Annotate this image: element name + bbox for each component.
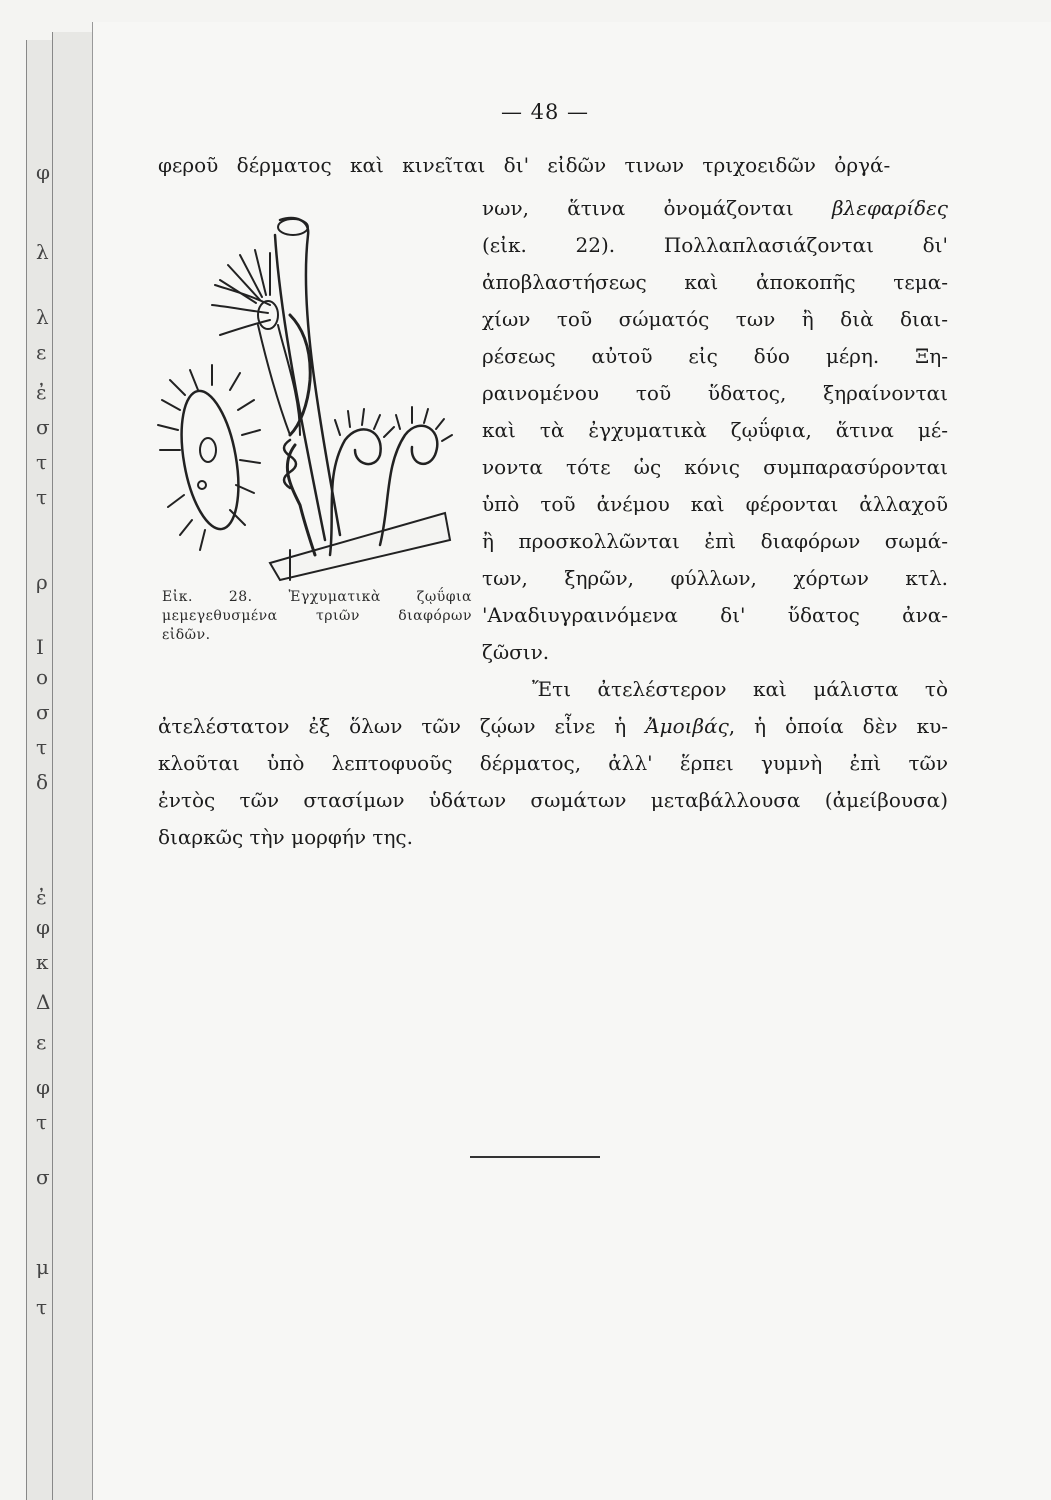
text-fragment: , ἡ ὁποία δὲν κυ- <box>728 714 949 738</box>
margin-char: λ <box>36 240 49 264</box>
margin-char: Δ <box>36 990 51 1014</box>
figure-caption <box>162 588 472 645</box>
margin-char: λ <box>36 305 49 329</box>
text-line-full-4: διαρκῶς τὴν μορφήν της. <box>158 825 413 849</box>
text-fragment: ἀτελέστατον ἐξ ὅλων τῶν ζῴων εἶνε ἡ <box>158 714 627 738</box>
margin-char: ε <box>36 340 47 364</box>
margin-char: Ι <box>36 635 44 659</box>
protozoa-illustration <box>150 195 470 590</box>
margin-char: σ <box>36 700 50 724</box>
amoeba-term: Ἀμοιβάς <box>645 714 729 738</box>
text-line-col-8: νοντα τότε ὡς κόνις συμπαρασύρονται <box>482 455 948 479</box>
text-line-full-2: κλοῦται ὑπὸ λεπτοφυοῦς δέρματος, ἀλλ' ἕρπει γυμνὴ ἐπὶ τῶν <box>158 751 948 775</box>
caption-line-3: εἰδῶν. <box>162 627 211 643</box>
margin-char: μ <box>36 1255 49 1279</box>
margin-char: φ <box>36 1075 51 1099</box>
margin-char: φ <box>36 160 51 184</box>
caption-line-2: μεμεγεθυσμένα τριῶν διαφόρων <box>162 608 472 624</box>
margin-char: τ <box>36 450 48 474</box>
text-line-col-4: χίων τοῦ σώματός των ἢ διὰ διαι- <box>482 307 948 331</box>
margin-char: σ <box>36 1165 50 1189</box>
margin-char: φ <box>36 915 51 939</box>
margin-char: ρ <box>36 570 48 594</box>
margin-char: ε <box>36 1030 47 1054</box>
caption-line-1: Εἰκ. 28. Ἐγχυματικὰ ζῳΰφια <box>162 589 472 605</box>
margin-char: τ <box>36 1110 48 1134</box>
text-line-col-9: ὑπὸ τοῦ ἀνέμου καὶ φέρονται ἀλλαχοῦ <box>482 492 948 516</box>
margin-char: τ <box>36 735 48 759</box>
margin-char: ἐ <box>36 380 47 404</box>
end-rule <box>470 1156 600 1158</box>
text-line-col-5: ρέσεως αὐτοῦ εἰς δύο μέρη. Ξη- <box>482 344 948 368</box>
margin-char: κ <box>36 950 49 974</box>
text-line-col-12: 'Αναδιυγραινόμενα δι' ὕδατος ἀνα- <box>482 603 948 627</box>
margin-char: ἐ <box>36 885 47 909</box>
paragraph-2-start: Ἔτι ἀτελέστερον καὶ μάλιστα τὸ <box>532 677 948 701</box>
text-fragment: νων, ἅτινα ὀνομάζονται <box>482 196 794 220</box>
text-line-col-2: (εἰκ. 22). Πολλαπλασιάζονται δι' <box>482 233 948 257</box>
margin-char: ο <box>36 665 49 689</box>
text-line-full-3: ἐντὸς τῶν στασίμων ὑδάτων σωμάτων μεταβάλλουσα (ἀμείβουσα) <box>158 788 948 812</box>
margin-char: τ <box>36 485 48 509</box>
text-line-col-10: ἢ προσκολλῶνται ἐπὶ διαφόρων σωμά- <box>482 529 948 553</box>
text-line-col-7: καὶ τὰ ἐγχυματικὰ ζῳΰφια, ἅτινα μέ- <box>482 418 948 442</box>
text-line-full-1 <box>158 714 948 738</box>
page-number: — 48 — <box>500 100 590 124</box>
margin-char: τ <box>36 1295 48 1319</box>
text-line-col-6: ραινομένου τοῦ ὕδατος, ξηραίνονται <box>482 381 948 405</box>
text-line-col-1 <box>482 196 948 220</box>
text-line-col-13: ζῶσιν. <box>482 640 550 664</box>
text-line-col-3: ἀποβλαστήσεως καὶ ἀποκοπῆς τεμα- <box>482 270 948 294</box>
italic-term: βλεφαρίδες <box>831 196 949 220</box>
margin-char: σ <box>36 415 50 439</box>
margin-char: δ <box>36 770 49 794</box>
text-line-col-11: των, ξηρῶν, φύλλων, χόρτων κτλ. <box>482 566 948 590</box>
text-line-first: φεροῦ δέρματος καὶ κινεῖται δι' εἰδῶν τινων τριχοειδῶν ὀργά- <box>158 153 891 177</box>
